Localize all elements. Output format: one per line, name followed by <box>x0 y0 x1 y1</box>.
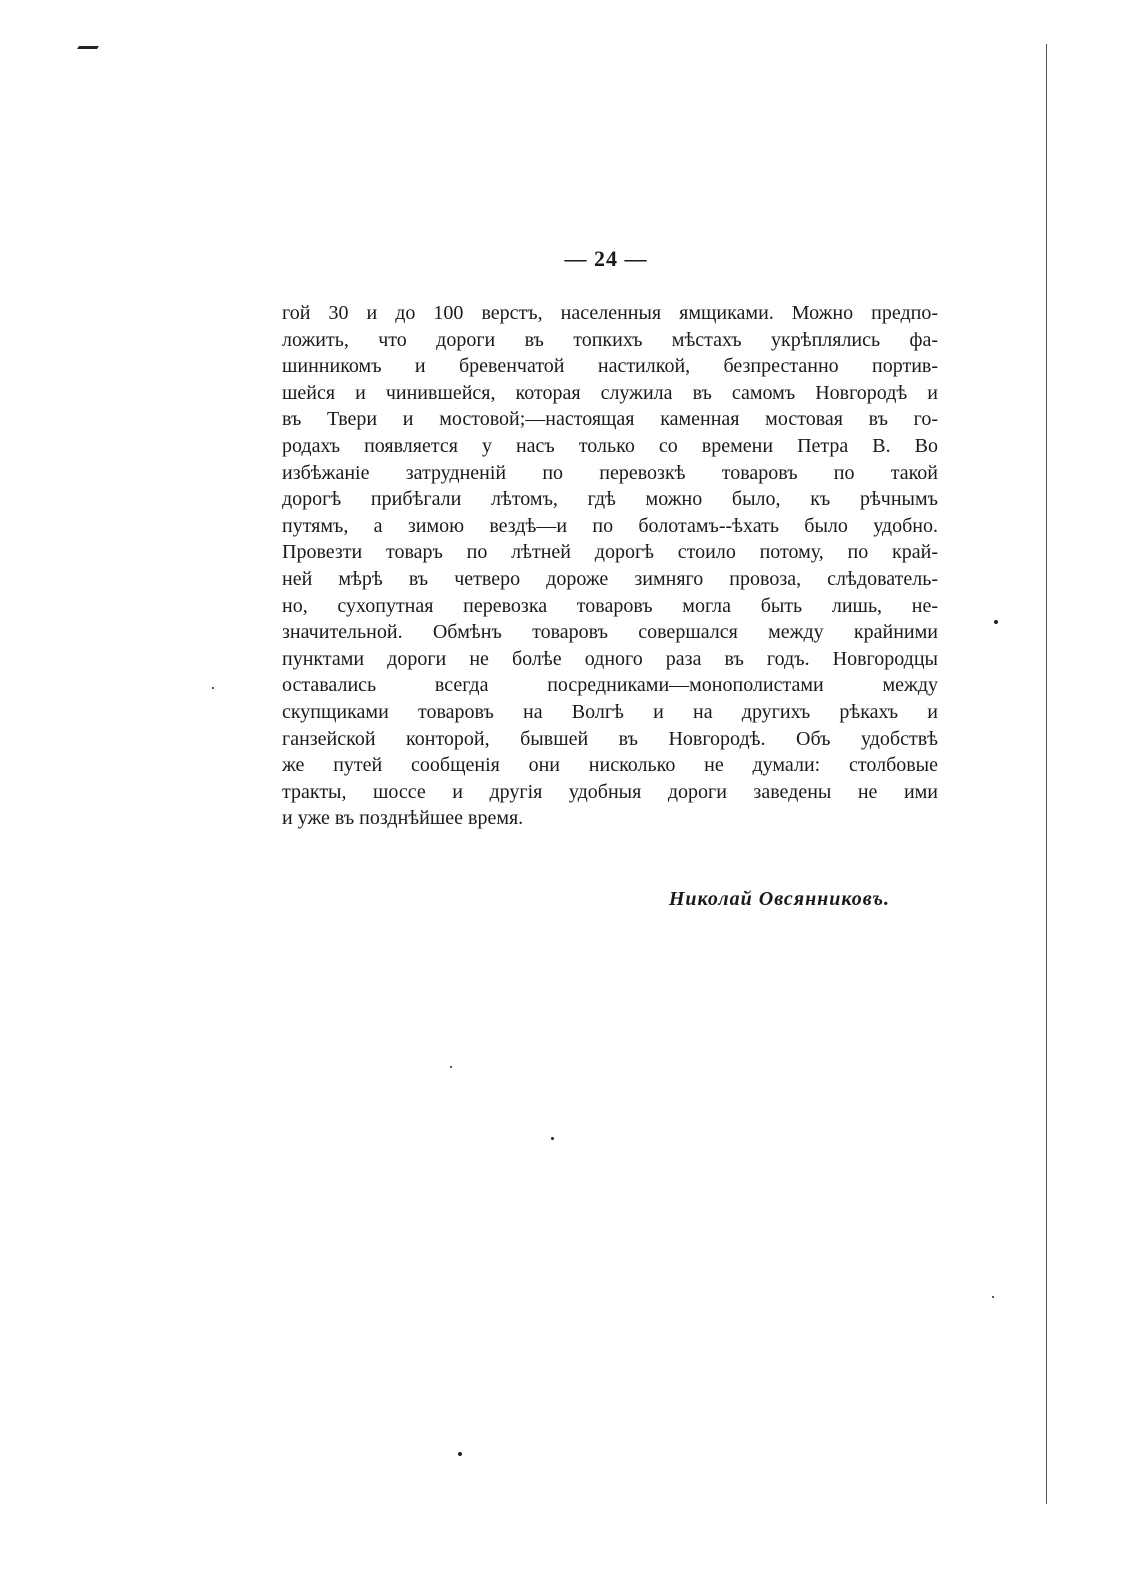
scan-speck <box>551 1137 554 1140</box>
text-line: оставались всегда посредниками—монополистами между <box>282 674 938 697</box>
scan-mark <box>77 46 99 49</box>
text-line: ганзейской конторой, бывшей въ Новгородѣ. Объ удобствѣ <box>282 727 938 750</box>
text-line: значительной. Обмѣнъ товаровъ совершался между крайними <box>282 621 938 644</box>
scan-speck <box>992 1296 994 1298</box>
scan-speck <box>450 1066 452 1068</box>
text-line: но, сухопутная перевозка товаровъ могла быть лишь, не- <box>282 594 938 617</box>
scan-speck <box>212 687 214 689</box>
text-line: тракты, шоссе и другія удобныя дороги заведены не ими <box>282 780 938 803</box>
text-line: путямъ, а зимою вездѣ—и по болотамъ--ѣхать было удобно. <box>282 514 938 537</box>
text-line: дорогѣ прибѣгали лѣтомъ, гдѣ можно было, къ рѣчнымъ <box>282 488 938 511</box>
text-line: родахъ появляется у насъ только со времени Петра В. Во <box>282 434 938 457</box>
text-line: гой 30 и до 100 верстъ, населенныя ямщиками. Можно предпо- <box>282 302 938 324</box>
text-line: шинникомъ и бревенчатой настилкой, безпрестанно портив- <box>282 355 938 378</box>
text-line: и уже въ позднѣйшее время. <box>282 807 524 830</box>
text-line: скупщиками товаровъ на Волгѣ и на другихъ рѣкахъ и <box>282 700 938 723</box>
scan-speck <box>994 620 998 624</box>
text-line: шейся и чинившейся, которая служила въ самомъ Новгородѣ и <box>282 381 938 404</box>
body-paragraph <box>282 300 938 832</box>
scan-speck <box>458 1452 462 1456</box>
text-line: же путей сообщенія они нисколько не думали: столбовые <box>282 754 938 777</box>
page-number: — 24 — <box>564 246 648 271</box>
text-line: въ Твери и мостовой;—настоящая каменная мостовая въ го- <box>282 408 938 431</box>
text-line: Провезти товаръ по лѣтней дорогѣ стоило потому, по край- <box>282 541 938 564</box>
text-line: избѣжаніе затрудненій по перевозкѣ товаровъ по такой <box>282 461 938 484</box>
text-line: ней мѣрѣ въ четверо дороже зимняго провоза, слѣдователь- <box>282 567 938 590</box>
text-line: ложить, что дороги въ топкихъ мѣстахъ укрѣплялись фа- <box>282 328 938 351</box>
author-signature: Николай Овсянниковъ. <box>668 888 890 910</box>
text-line: пунктами дороги не болѣе одного раза въ годъ. Новгородцы <box>282 647 938 670</box>
